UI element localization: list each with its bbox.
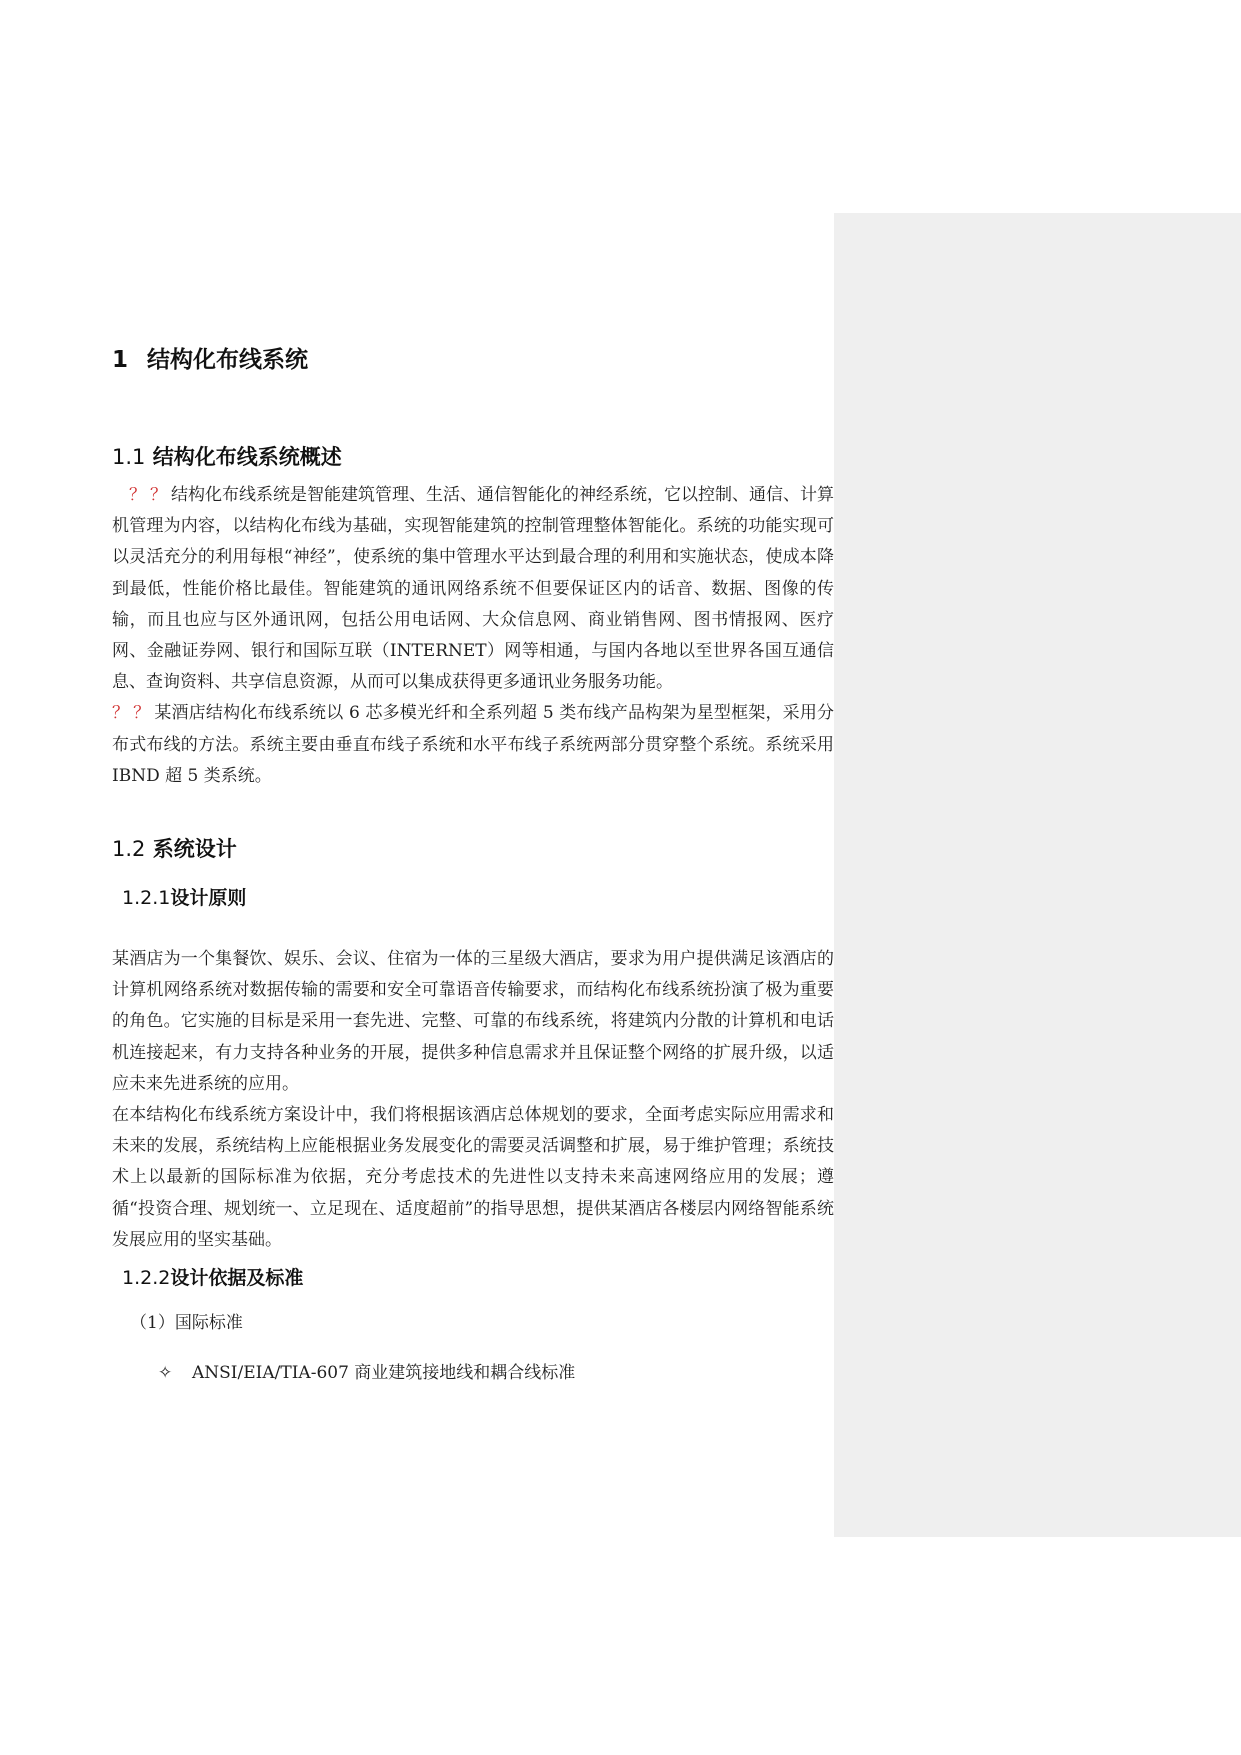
heading-1-1 (112, 440, 834, 474)
document-body (112, 340, 834, 1388)
paragraph-overview-2 (112, 698, 834, 792)
heading-number: 1 (112, 347, 129, 373)
paragraph-text: 某酒店结构化布线系统以 6 芯多模光纤和全系列超 5 类布线产品构架为星型框架，采用分布式布线的方法。系统主要由垂直布线子系统和水平布线子系统两部分贯穿整个系统。系统采用 IBND 超 5 类系统。 (112, 703, 835, 786)
list-item-text: ANSI/EIA/TIA-607 商业建筑接地线和耦合线标准 (192, 1363, 576, 1384)
list-label-international-standards: （1）国际标准 (130, 1313, 243, 1334)
unknown-glyph-marker: ？？ (112, 703, 155, 724)
unknown-glyph-marker: ？？ (129, 485, 171, 505)
comment-pane (834, 213, 1241, 1537)
heading-number: 1.2 (112, 837, 146, 862)
heading-number: 1.2.1 (122, 887, 171, 910)
list-item (112, 1358, 834, 1388)
heading-1-2-2 (112, 1262, 834, 1294)
heading-1-2 (112, 832, 834, 866)
paragraph-overview-1 (112, 480, 834, 698)
heading-number: 1.2.2 (122, 1267, 171, 1290)
diamond-bullet-icon: ✧ (158, 1363, 173, 1384)
paragraph-principle-1: 某酒店为一个集餐饮、娱乐、会议、住宿为一体的三星级大酒店，要求为用户提供满足该酒店的计算机网络系统对数据传输的需要和安全可靠语音传输要求，而结构化布线系统扮演了极为重要的角色。它实施的目标是采用一套先进、完整、可靠的布线系统，将建筑内分散的计算机和电话机连接起来，有力支持各种业务的开展，提供多种信息需求并且保证整个网络的扩展升级，以适应未来先进系统的应用。 (112, 949, 834, 1094)
paragraph-text: 结构化布线系统是智能建筑管理、生活、通信智能化的神经系统，它以控制、通信、计算机管理为内容，以结构化布线为基础，实现智能建筑的控制管理整体智能化。系统的功能实现可以灵活充分的利用每根“神经”，使系统的集中管理水平达到最合理的利用和实施状态，使成本降到最低，性能价格比最佳。智能建筑的通讯网络系统不但要保证区内的话音、数据、图像的传输，而且也应与区外通讯网，包括公用电话网、大众信息网、商业销售网、图书情报网、医疗网、金融证券网、银行和国际互联（INTERNET）网等相通，与国内各地以至世界各国互通信息、查询资料、共享信息资源，从而可以集成获得更多通讯业务服务功能。 (112, 485, 834, 693)
heading-1-2-1 (112, 882, 834, 914)
heading-text: 结构化布线系统 (147, 347, 308, 373)
heading-text: 设计依据及标准 (170, 1267, 304, 1290)
heading-text: 系统设计 (152, 837, 237, 862)
heading-text: 结构化布线系统概述 (152, 445, 342, 469)
paragraph-principle-2: 在本结构化布线系统方案设计中，我们将根据该酒店总体规划的要求，全面考虑实际应用需求和未来的发展，系统结构上应能根据业务发展变化的需要灵活调整和扩展，易于维护管理；系统技术上以最新的国际标准为依据，充分考虑技术的先进性以支持未来高速网络应用的发展；遵循“投资合理、规划统一、立足现在、适度超前”的指导思想，提供某酒店各楼层内网络智能系统发展应用的坚实基础。 (112, 1105, 834, 1250)
heading-1 (112, 340, 834, 380)
heading-number: 1.1 (112, 445, 146, 469)
heading-text: 设计原则 (170, 887, 247, 910)
